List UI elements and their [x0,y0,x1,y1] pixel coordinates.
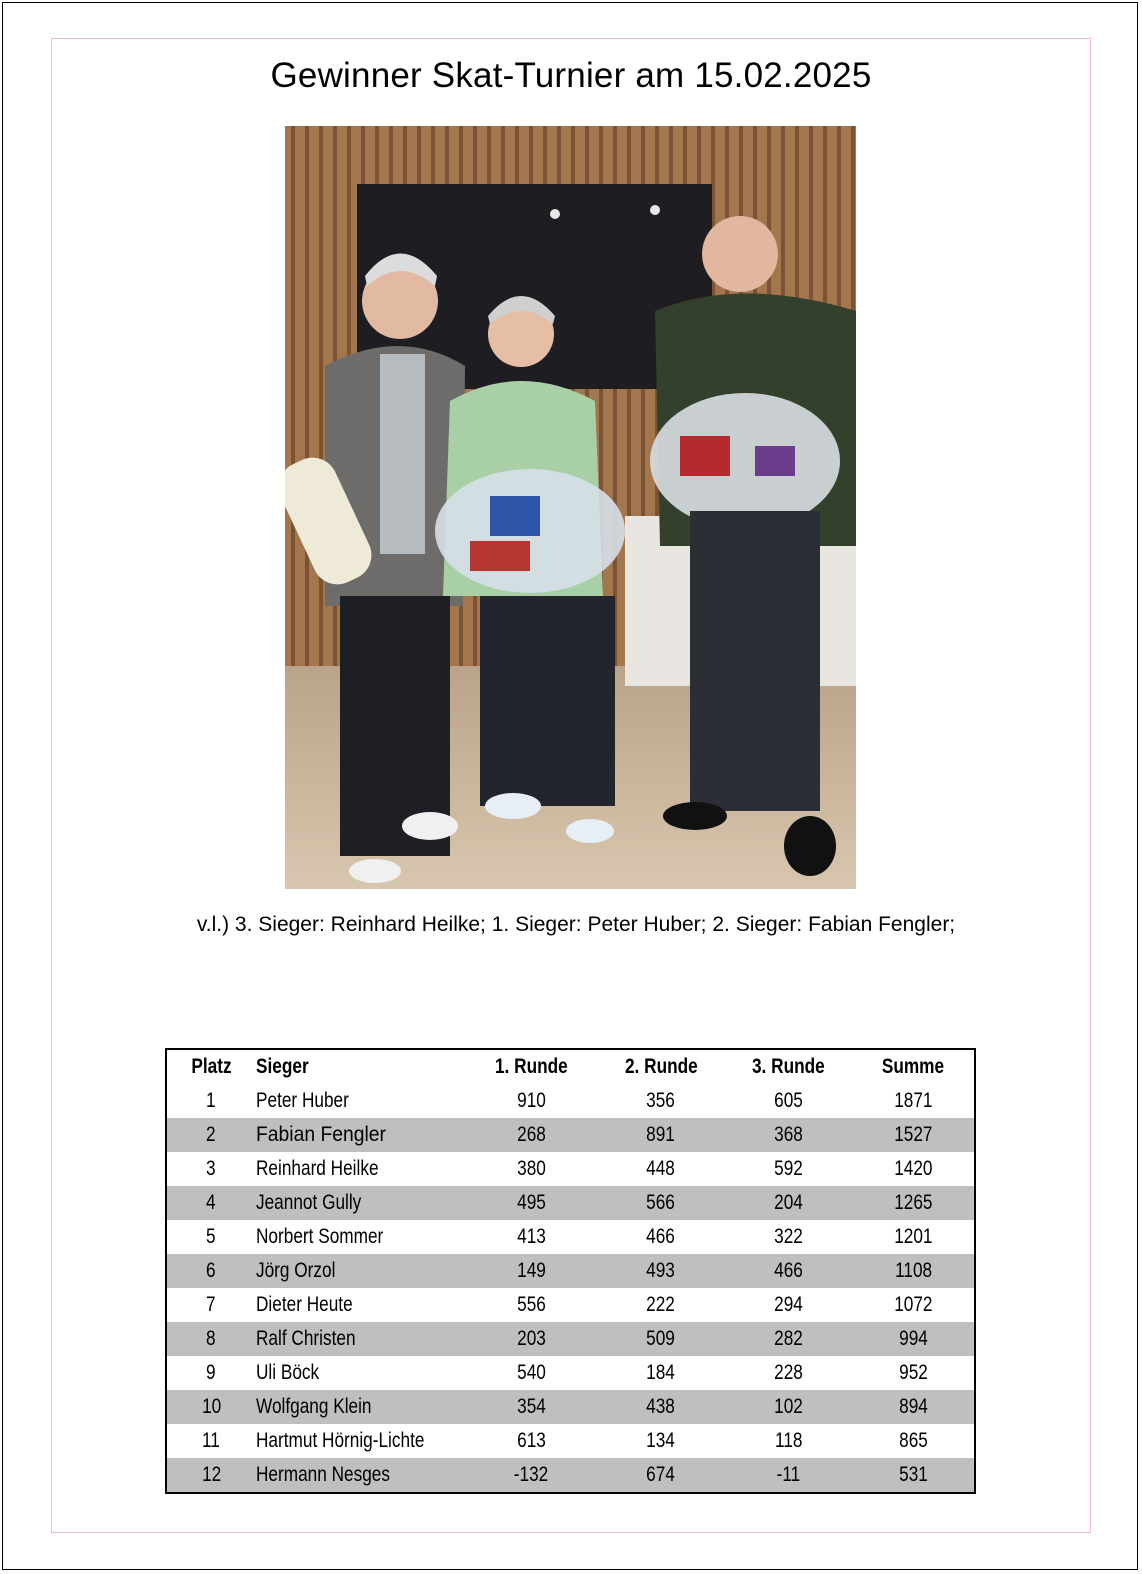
cell-sieger: Norbert Sommer [255,1225,383,1248]
cell-sieger: Reinhard Heilke [255,1157,379,1180]
cell-runde-1: 613 [516,1429,546,1452]
cell-sieger: Peter Huber [255,1089,349,1112]
table-row [166,1152,975,1186]
cell-runde-1: 149 [466,1254,598,1288]
cell-runde-3: 592 [774,1157,803,1180]
header-runde-3: 3. Runde [752,1055,825,1078]
table-row [166,1458,975,1493]
cell-runde-3: 282 [725,1322,853,1356]
cell-sieger: Dieter Heute [255,1293,353,1316]
cell-sieger: Fabian Fengler [256,1118,466,1152]
cell-runde-2: 891 [597,1118,725,1152]
cell-runde-2: 509 [597,1322,725,1356]
cell-platz: 12 [166,1458,256,1493]
cell-runde-2: 493 [597,1254,725,1288]
cell-runde-1: -132 [466,1458,598,1493]
cell-runde-3: 605 [774,1089,803,1112]
cell-runde-1: 910 [516,1089,546,1112]
cell-runde-3: -11 [725,1458,853,1493]
cell-runde-2: 356 [646,1089,676,1112]
cell-summe: 531 [852,1458,975,1493]
cell-sieger: Jeannot Gully [256,1186,466,1220]
cell-platz: 1 [206,1089,217,1112]
cell-platz: 8 [166,1322,256,1356]
photo-caption: v.l.) 3. Sieger: Reinhard Heilke; 1. Sieger: Peter Huber; 2. Sieger: Fabian Fengler; [196,913,956,936]
cell-runde-3: 466 [725,1254,853,1288]
header-sieger: Sieger [255,1055,309,1078]
results-table [165,1048,976,1494]
table-row [166,1220,975,1254]
table-row [166,1356,975,1390]
table-row [166,1186,975,1220]
table-row [166,1084,975,1118]
cell-platz: 3 [206,1157,217,1180]
cell-summe: 1871 [894,1089,933,1112]
table-row [166,1390,975,1424]
cell-sieger: Uli Böck [255,1361,319,1384]
cell-runde-3: 118 [774,1429,803,1452]
cell-platz: 2 [166,1118,256,1152]
cell-summe: 1108 [852,1254,975,1288]
cell-platz: 9 [206,1361,217,1384]
cell-summe: 952 [898,1361,928,1384]
cell-platz: 7 [206,1293,217,1316]
cell-runde-2: 222 [646,1293,676,1316]
winners-photo [285,126,856,889]
cell-sieger: Jörg Orzol [256,1254,466,1288]
cell-runde-1: 203 [466,1322,598,1356]
table-row [166,1288,975,1322]
cell-summe: 1527 [852,1118,975,1152]
cell-runde-1: 540 [516,1361,546,1384]
cell-summe: 994 [852,1322,975,1356]
cell-summe: 894 [852,1390,975,1424]
cell-sieger: Ralf Christen [256,1322,466,1356]
header-runde-2: 2. Runde [624,1055,698,1078]
cell-runde-1: 556 [516,1293,546,1316]
cell-platz: 10 [166,1390,256,1424]
table-row [166,1254,975,1288]
table-row [166,1118,975,1152]
cell-summe: 1265 [852,1186,975,1220]
cell-runde-1: 495 [466,1186,598,1220]
cell-runde-2: 466 [646,1225,676,1248]
cell-runde-2: 674 [597,1458,725,1493]
table-row [166,1424,975,1458]
cell-sieger: Wolfgang Klein [256,1390,466,1424]
cell-runde-1: 268 [466,1118,598,1152]
cell-summe: 865 [898,1429,928,1452]
cell-runde-3: 322 [774,1225,803,1248]
page-title: Gewinner Skat-Turnier am 15.02.2025 [270,56,872,95]
header-runde-1: 1. Runde [494,1055,568,1078]
cell-platz: 5 [206,1225,217,1248]
cell-platz: 6 [166,1254,256,1288]
cell-runde-1: 413 [516,1225,546,1248]
header-summe: Summe [882,1055,945,1078]
cell-runde-3: 102 [725,1390,853,1424]
table-header-row [166,1049,975,1084]
cell-runde-2: 448 [646,1157,676,1180]
cell-runde-3: 228 [774,1361,803,1384]
cell-summe: 1201 [894,1225,933,1248]
cell-platz: 11 [202,1429,221,1452]
cell-runde-2: 566 [597,1186,725,1220]
cell-runde-2: 184 [646,1361,676,1384]
cell-runde-3: 368 [725,1118,853,1152]
cell-runde-1: 354 [466,1390,598,1424]
cell-runde-3: 294 [774,1293,803,1316]
cell-runde-2: 134 [646,1429,676,1452]
cell-summe: 1072 [894,1293,933,1316]
header-platz: Platz [191,1055,232,1078]
cell-runde-2: 438 [597,1390,725,1424]
cell-platz: 4 [166,1186,256,1220]
cell-runde-3: 204 [725,1186,853,1220]
cell-sieger: Hermann Nesges [256,1458,466,1493]
cell-summe: 1420 [894,1157,933,1180]
cell-runde-1: 380 [516,1157,546,1180]
cell-sieger: Hartmut Hörnig-Lichte [255,1429,425,1452]
table-row [166,1322,975,1356]
